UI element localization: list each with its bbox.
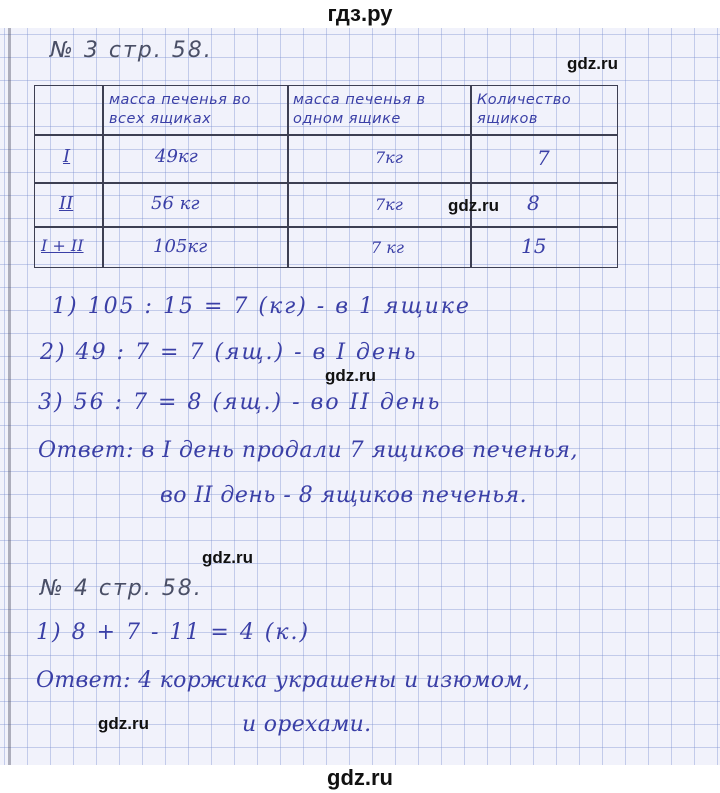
watermark-4: gdz.ru [202,548,253,567]
header-box-count: Количество ящиков [477,92,572,127]
row1-label: I [63,146,71,167]
task3-step-1: 1) 105 : 15 = 7 (кг) - в 1 ящике [52,294,471,319]
watermark-5: gdz.ru [98,714,149,733]
task4-answer-line-2: и орехами. [242,712,372,737]
header-per-box-mass: масса печенья в одном ящике [293,92,426,127]
watermark-1: gdz.ru [567,54,618,73]
task4-step-1: 1) 8 + 7 - 11 = 4 (к.) [36,620,311,645]
row2-count: 8 [527,191,540,215]
row3-count: 15 [521,234,547,258]
watermark-3: gdz.ru [325,366,376,385]
row2-per-box: 7кг [375,195,403,214]
row3-label: I + II [41,236,84,255]
site-footer: gdz.ru [327,765,393,790]
watermark-2: gdz.ru [448,196,499,215]
task4-answer-line-1: Ответ: 4 коржика украшены и изюмом, [36,668,531,693]
row1-count: 7 [537,146,550,170]
row1-total: 49кг [155,146,198,167]
task3-answer-line-2: во II день - 8 ящиков печенья. [160,483,528,508]
header-total-mass: масса печенья во всех ящиках [109,92,251,127]
page-margin-line [8,28,11,765]
task3-step-2: 2) 49 : 7 = 7 (ящ.) - в I день [40,340,418,365]
task3-table [34,85,618,268]
task4-heading: № 4 стр. 58. [40,576,203,601]
notebook-page [0,28,720,765]
task3-heading: № 3 стр. 58. [50,38,213,63]
row1-per-box: 7кг [375,148,403,167]
row2-total: 56 кг [151,193,200,214]
task3-step-3: 3) 56 : 7 = 8 (ящ.) - во II день [38,390,442,415]
site-header: гдз.ру [327,1,393,26]
task3-answer-line-1: Ответ: в I день продали 7 ящиков печенья, [38,438,578,463]
row3-per-box: 7 кг [371,238,404,257]
row2-label: II [59,193,74,214]
row3-total: 105кг [153,236,208,257]
